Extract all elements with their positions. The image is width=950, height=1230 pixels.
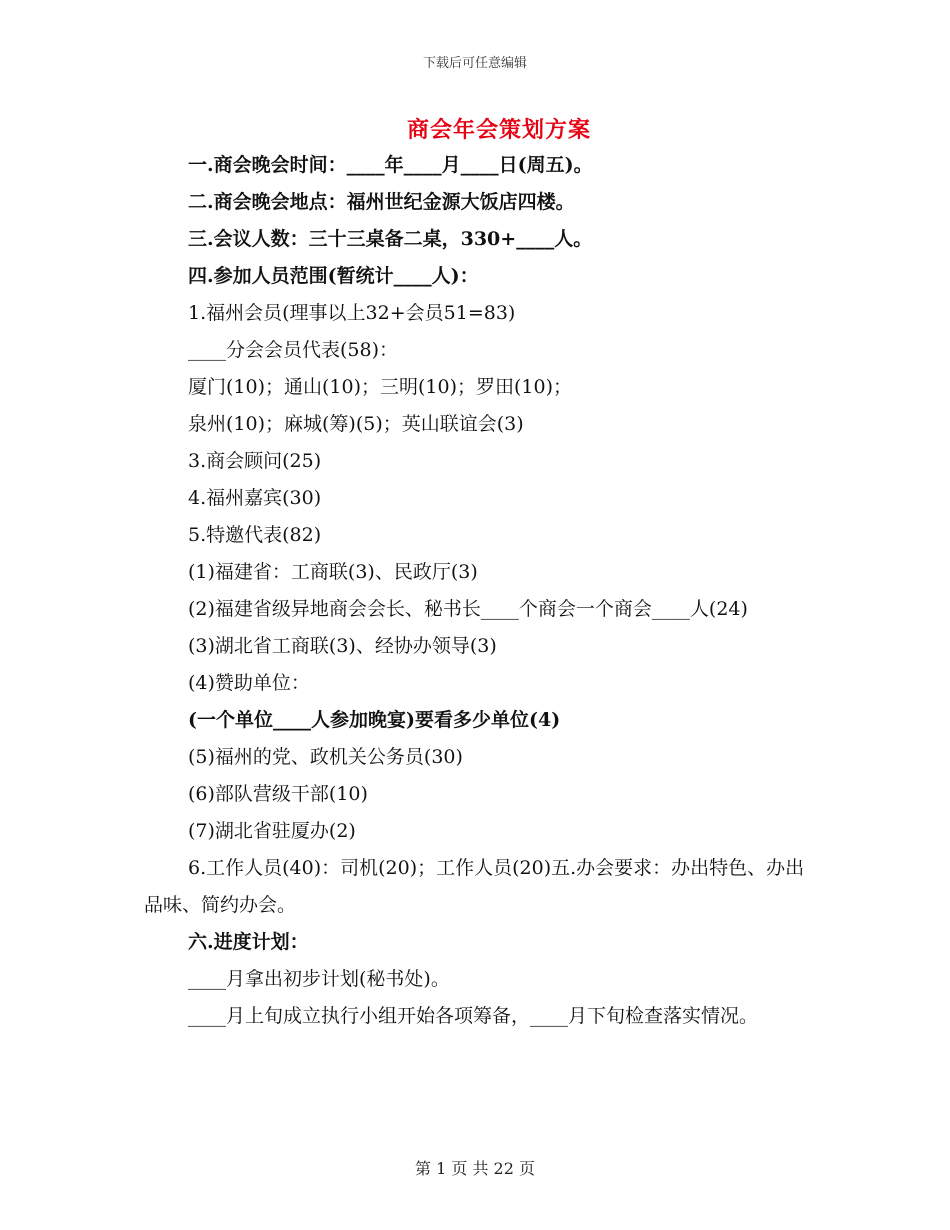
sub-item-sponsors: (4)赞助单位： — [188, 672, 310, 694]
list-item-advisors: 3.商会顾问(25) — [188, 450, 322, 472]
list-item-fuzhou-members: 1.福州会员(理事以上32+会员51=83) — [188, 302, 516, 324]
section-participants: 四.参加人员范围(暂统计____人)： — [188, 265, 479, 287]
document-title: 商会年会策划方案 — [406, 117, 591, 143]
sub-item-sponsors-note: (一个单位____人参加晚宴)要看多少单位(4) — [188, 709, 561, 731]
page-number-footer: 第 1 页 共 22 页 — [415, 1159, 535, 1178]
schedule-item-initial-plan: ____月拿出初步计划(秘书处)。 — [188, 968, 450, 990]
schedule-item-execution: ____月上旬成立执行小组开始各项筹备，____月下旬检查落实情况。 — [188, 1005, 759, 1027]
document-body — [144, 147, 809, 1035]
header-note: 下载后可任意编辑 — [422, 56, 527, 71]
section-venue: 二.商会晚会地点：福州世纪金源大饭店四楼。 — [188, 191, 575, 213]
list-item-branches-row2: 泉州(10)；麻城(筹)(5)；英山联谊会(3) — [188, 413, 524, 435]
sub-item-hubei-xiamen-office: (7)湖北省驻厦办(2) — [188, 820, 356, 842]
list-item-staff-and-requirements: 6.工作人员(40)：司机(20)；工作人员(20)五.办会要求：办出特色、办出品味、简约办会。 — [144, 857, 805, 916]
section-schedule: 六.进度计划： — [188, 931, 309, 953]
list-item-fuzhou-guests: 4.福州嘉宾(30) — [188, 487, 322, 509]
sub-item-fujian-province: (1)福建省：工商联(3)、民政厅(3) — [188, 561, 478, 583]
sub-item-civil-servants: (5)福州的党、政机关公务员(30) — [188, 746, 463, 768]
list-item-branch-representatives: ____分会会员代表(58)： — [188, 339, 399, 361]
list-item-branches-row1: 厦门(10)；通山(10)；三明(10)；罗田(10)； — [188, 376, 573, 398]
list-item-special-guests: 5.特邀代表(82) — [188, 524, 322, 546]
sub-item-fujian-chambers: (2)福建省级异地商会会长、秘书长____个商会一个商会____人(24) — [188, 598, 748, 620]
section-attendance: 三.会议人数：三十三桌备二桌，330+____人。 — [188, 228, 593, 250]
sub-item-military: (6)部队营级干部(10) — [188, 783, 368, 805]
section-time: 一.商会晚会时间：____年____月____日(周五)。 — [188, 154, 593, 176]
sub-item-hubei-federation: (3)湖北省工商联(3)、经协办领导(3) — [188, 635, 497, 657]
